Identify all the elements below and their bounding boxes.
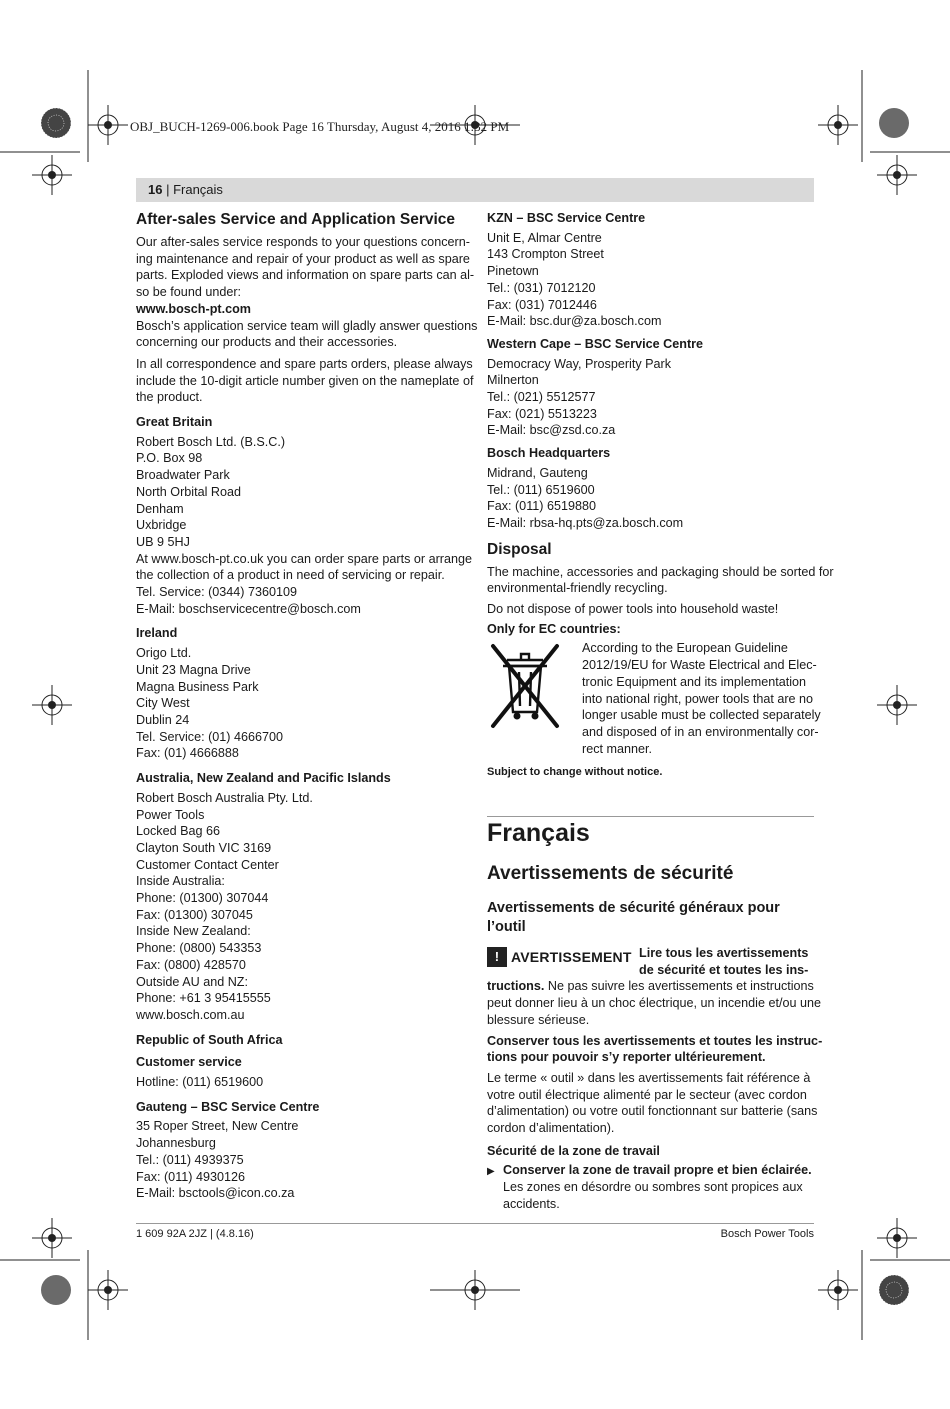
text-line: Fax: (011) 4930126 <box>136 1169 245 1184</box>
text-line: Tel.: (011) 6519600 <box>487 482 595 497</box>
text-line: Broadwater Park <box>136 468 230 483</box>
text-line: Phone: +61 3 95415555 <box>136 991 271 1006</box>
text-line: Customer Contact Center <box>136 857 279 872</box>
text-line: Robert Bosch Australia Pty. Ltd. <box>136 790 313 805</box>
text-line: Fax: (021) 5513223 <box>487 406 597 421</box>
text-line: Conserver tous les avertissements et toutes les instruc- <box>487 1033 823 1048</box>
service-title: After-sales Service and Application Service <box>136 211 456 228</box>
text-line: Conserver la zone de travail propre et bien éclairée. <box>503 1163 812 1178</box>
website-link[interactable]: www.bosch-pt.com <box>136 301 251 316</box>
text-line: Denham <box>136 501 184 516</box>
text-line: Fax: (011) 6519880 <box>487 499 596 514</box>
australia-heading: Australia, New Zealand and Pacific Islands <box>136 771 391 786</box>
text-line: Fax: (01) 4666888 <box>136 746 239 761</box>
text-line: Unit E, Almar Centre <box>487 230 602 245</box>
text-line: Le terme « outil » dans les avertissements fait référence à <box>487 1070 811 1085</box>
right-column <box>487 210 834 781</box>
text-line: Origo Ltd. <box>136 646 192 661</box>
text-line: Outside AU and NZ: <box>136 974 248 989</box>
text-line: Dublin 24 <box>136 712 190 727</box>
text-line: parts. Exploded views and information on spare parts can al- <box>136 268 475 283</box>
text-line: Milnerton <box>487 373 539 388</box>
text-line: Tel. Service: (01) 4666700 <box>136 729 284 744</box>
text-line: environmental-friendly recycling. <box>487 581 668 596</box>
keep-instructions <box>487 1033 823 1066</box>
section-rule <box>487 816 814 817</box>
customer-service-heading: Customer service <box>136 1055 242 1070</box>
customer-service-hotline <box>136 1074 466 1091</box>
text-line: The machine, accessories and packaging should be sorted for <box>487 564 834 579</box>
text-line: Phone: (0800) 543353 <box>136 941 262 956</box>
gauteng-address <box>136 1118 466 1202</box>
header-language: Français <box>173 182 223 197</box>
text-line: so be found under: <box>136 285 242 300</box>
text-line: and disposed of in an environmentally cor- <box>582 724 819 739</box>
kzn-address <box>487 230 817 330</box>
text-line: the collection of a product in need of servicing or repair. <box>136 568 445 583</box>
text-line: Fax: (01300) 307045 <box>136 907 253 922</box>
text-line: E-Mail: bsc.dur@za.bosch.com <box>487 314 662 329</box>
text-line: tions pour pouvoir s’y reporter ultérieurement. <box>487 1050 766 1065</box>
text-line: Les zones en désordre ou sombres sont propices aux <box>503 1180 803 1195</box>
text-line: Johannesburg <box>136 1136 216 1151</box>
text-line: UB 9 5HJ <box>136 534 190 549</box>
text-line: tronic Equipment and its implementation <box>582 674 807 689</box>
text-line: Robert Bosch Ltd. (B.S.C.) <box>136 434 286 449</box>
crossed-out-bin-icon <box>487 642 563 730</box>
headquarters-address <box>487 465 817 532</box>
text-line: North Orbital Road <box>136 484 241 499</box>
text-line: Fax: (031) 7012446 <box>487 297 597 312</box>
western-cape-address <box>487 356 817 440</box>
text-line: longer usable must be collected separately <box>582 708 821 723</box>
text-line: In all correspondence and spare parts orders, please always <box>136 356 473 371</box>
general-warnings-title: Avertissements de sécurité généraux pour l’outil <box>487 900 780 935</box>
text-line: Tel.: (011) 4939375 <box>136 1152 244 1167</box>
text-line: into national right, power tools that are no <box>582 691 814 706</box>
ec-heading: Only for EC countries: <box>487 621 621 636</box>
disposal-note: Do not dispose of power tools into household waste! <box>487 602 779 617</box>
footer-code: 1 609 92A 2JZ | (4.8.16) <box>136 1228 254 1240</box>
warning-block <box>487 945 821 1029</box>
text-line: www.bosch.com.au <box>136 1007 245 1022</box>
text-line: City West <box>136 696 190 711</box>
text-line: At www.bosch-pt.co.uk you can order spare parts or arrange <box>136 551 472 566</box>
ireland-address <box>136 645 466 762</box>
header-separator: | <box>162 182 174 197</box>
kzn-heading: KZN – BSC Service Centre <box>487 211 646 225</box>
text-line: Tel. Service: (0344) 7360109 <box>136 585 298 600</box>
safety-warnings-title: Avertissements de sécurité <box>487 863 734 884</box>
text-line: Lire tous les avertissements <box>639 946 809 960</box>
great-britain-address <box>136 434 472 618</box>
text-line: accidents. <box>503 1196 560 1211</box>
weee-block <box>487 640 821 764</box>
text-line: Midrand, Gauteng <box>487 465 588 480</box>
south-africa-heading: Republic of South Africa <box>136 1032 283 1047</box>
text-line: Magna Business Park <box>136 679 259 694</box>
text-line: Inside New Zealand: <box>136 924 251 939</box>
text-line: Bosch’s application service team will gladly answer questions <box>136 318 478 333</box>
text-line: de sécurité et toutes les ins- <box>639 962 809 977</box>
text-line: E-Mail: boschservicecentre@bosch.com <box>136 601 361 616</box>
text-line: the product. <box>136 390 203 405</box>
text-line: Power Tools <box>136 807 205 822</box>
great-britain-heading: Great Britain <box>136 415 213 430</box>
work-area-heading: Sécurité de la zone de travail <box>487 1143 660 1158</box>
text-line: Hotline: (011) 6519600 <box>136 1075 264 1090</box>
left-column <box>136 210 478 1202</box>
text-line: blessure sérieuse. <box>487 1012 590 1027</box>
text-line: concerning our products and their accessories. <box>136 335 398 350</box>
western-cape-heading: Western Cape – BSC Service Centre <box>487 336 704 351</box>
text-line: Tel.: (031) 7012120 <box>487 280 596 295</box>
page-header-bar <box>136 178 814 202</box>
text-line: 35 Roper Street, New Centre <box>136 1119 299 1134</box>
text-line: peut donner lieu à un choc électrique, un incendie et/ou une <box>487 996 821 1011</box>
text-line: Our after-sales service responds to your questions concern- <box>136 235 470 249</box>
bullet-item <box>487 1162 817 1212</box>
text-line: Inside Australia: <box>136 874 225 889</box>
text-line: 2012/19/EU for Waste Electrical and Elec- <box>582 658 817 673</box>
service-intro <box>136 234 478 351</box>
term-definition <box>487 1070 817 1137</box>
text-line: Tel.: (021) 5512577 <box>487 390 596 405</box>
footer-brand: Bosch Power Tools <box>720 1228 814 1240</box>
warning-label: AVERTISSEMENT <box>511 948 632 965</box>
ec-text <box>582 640 821 757</box>
gauteng-heading: Gauteng – BSC Service Centre <box>136 1099 320 1114</box>
disposal-heading: Disposal <box>487 540 552 558</box>
text-line: E-Mail: bsc@zsd.co.za <box>487 423 616 438</box>
text-line: Uxbridge <box>136 518 187 533</box>
disposal-text <box>487 564 834 597</box>
text-span: tructions. <box>487 979 545 994</box>
book-info-line: OBJ_BUCH-1269-006.book Page 16 Thursday, August 4, 2016 1:32 PM <box>130 119 510 134</box>
text-span: Ne pas suivre les avertissements et instructions <box>544 979 814 994</box>
warning-heading-lines <box>633 945 808 978</box>
text-line: votre outil électrique alimenté par le secteur (avec cordon <box>487 1087 807 1102</box>
correspondence-note <box>136 356 474 406</box>
text-line: Clayton South VIC 3169 <box>136 840 272 855</box>
warning-text <box>487 978 821 1028</box>
subject-to-change-note: Subject to change without notice. <box>487 766 663 779</box>
text-line: Phone: (01300) 307044 <box>136 891 269 906</box>
text-line: Unit 23 Magna Drive <box>136 662 251 677</box>
text-line: rect manner. <box>582 741 652 756</box>
text-line: According to the European Guideline <box>582 641 788 656</box>
french-section <box>487 818 823 1213</box>
text-line: Democracy Way, Prosperity Park <box>487 356 672 371</box>
text-line: include the 10-digit article number given on the nameplate of <box>136 373 474 388</box>
bullet-text <box>503 1162 812 1212</box>
text-line: ing maintenance and repair of your product as well as spare <box>136 251 470 266</box>
text-line: E-Mail: rbsa-hq.pts@za.bosch.com <box>487 515 684 530</box>
australia-address <box>136 790 466 1024</box>
text-line: Fax: (0800) 428570 <box>136 957 246 972</box>
text-line: cordon d’alimentation). <box>487 1121 615 1136</box>
ireland-heading: Ireland <box>136 626 178 641</box>
warning-badge <box>487 947 633 967</box>
bullet-arrow-icon: ▶ <box>487 1166 495 1178</box>
french-title: Français <box>487 819 590 847</box>
page-number: 16 <box>148 182 163 197</box>
text-line: E-Mail: bsctools@icon.co.za <box>136 1186 295 1201</box>
warning-triangle-icon: ! <box>487 947 507 967</box>
text-line: P.O. Box 98 <box>136 451 203 466</box>
text-line: 143 Crompton Street <box>487 247 604 262</box>
headquarters-heading: Bosch Headquarters <box>487 446 611 461</box>
text-line: Locked Bag 66 <box>136 824 221 839</box>
footer-rule <box>136 1223 814 1224</box>
text-line: d’alimentation) ou votre outil fonctionnant sur batterie (sans <box>487 1104 818 1119</box>
text-line: Pinetown <box>487 264 539 279</box>
